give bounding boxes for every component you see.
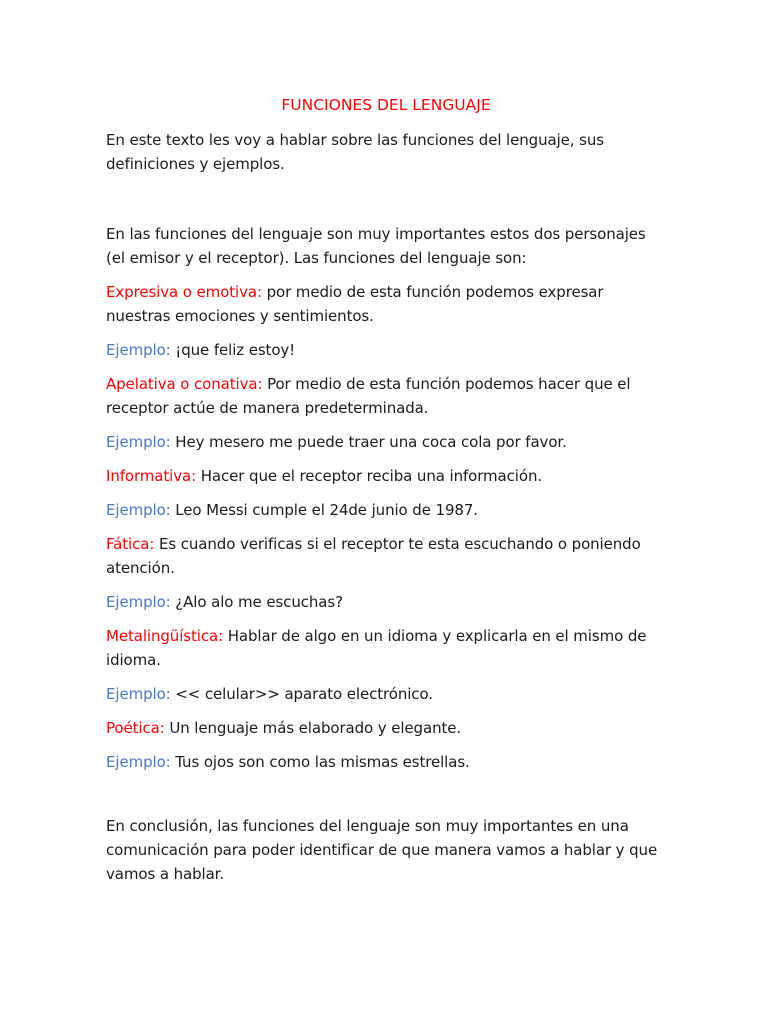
function-term: Fática: (106, 535, 155, 553)
example-label: Ejemplo: (106, 593, 171, 611)
example-label: Ejemplo: (106, 501, 171, 519)
function-definition-text: Hablar de algo en un idioma y explicarla en el mismo de idioma. (106, 627, 647, 669)
function-term: Informativa: (106, 467, 197, 485)
lead-paragraph: En las funciones del lenguaje son muy importantes estos dos personajes (el emisor y el receptor). Las funciones del lenguaje son: (106, 225, 646, 267)
example-text: Leo Messi cumple el 24de junio de 1987. (170, 501, 478, 519)
function-definition-apelativa (106, 372, 666, 420)
function-example-fatica (106, 590, 666, 614)
function-definition-informativa (106, 464, 666, 488)
function-example-metalinguistica (106, 682, 666, 706)
example-text: << celular>> aparato electrónico. (170, 685, 433, 703)
example-label: Ejemplo: (106, 341, 171, 359)
function-definition-text: Un lenguaje más elaborado y elegante. (164, 719, 462, 737)
example-text: Hey mesero me puede traer una coca cola por favor. (170, 433, 567, 451)
function-term: Metalingüística: (106, 627, 224, 645)
function-example-poetica (106, 750, 666, 774)
example-label: Ejemplo: (106, 433, 171, 451)
example-text: ¡que feliz estoy! (170, 341, 296, 359)
conclusion-paragraph: En conclusión, las funciones del lenguaje son muy importantes en una comunicación para poder identificar de que manera vamos a hablar y que vamos a hablar. (106, 817, 658, 883)
function-definition-text: Hacer que el receptor reciba una información. (196, 467, 543, 485)
example-text: ¿Alo alo me escuchas? (170, 593, 343, 611)
function-example-expresiva (106, 338, 666, 362)
function-definition-expresiva (106, 280, 666, 328)
example-label: Ejemplo: (106, 685, 171, 703)
document-title: FUNCIONES DEL LENGUAJE (281, 96, 491, 114)
function-definition-metalinguistica (106, 624, 666, 672)
example-text: Tus ojos son como las mismas estrellas. (170, 753, 470, 771)
function-definition-text: Por medio de esta función podemos hacer que el receptor actúe de manera predeterminada. (106, 375, 631, 417)
document-page (106, 94, 666, 886)
function-definition-text: por medio de esta función podemos expresar nuestras emociones y sentimientos. (106, 283, 604, 325)
function-definition-text: Es cuando verificas si el receptor te esta escuchando o poniendo atención. (106, 535, 641, 577)
function-definition-fatica (106, 532, 666, 580)
intro-paragraph: En este texto les voy a hablar sobre las funciones del lenguaje, sus definiciones y ejemplos. (106, 131, 604, 173)
example-label: Ejemplo: (106, 753, 171, 771)
function-definition-poetica (106, 716, 666, 740)
function-example-apelativa (106, 430, 666, 454)
function-term: Expresiva o emotiva: (106, 283, 262, 301)
function-example-informativa (106, 498, 666, 522)
function-term: Poética: (106, 719, 165, 737)
function-term: Apelativa o conativa: (106, 375, 263, 393)
